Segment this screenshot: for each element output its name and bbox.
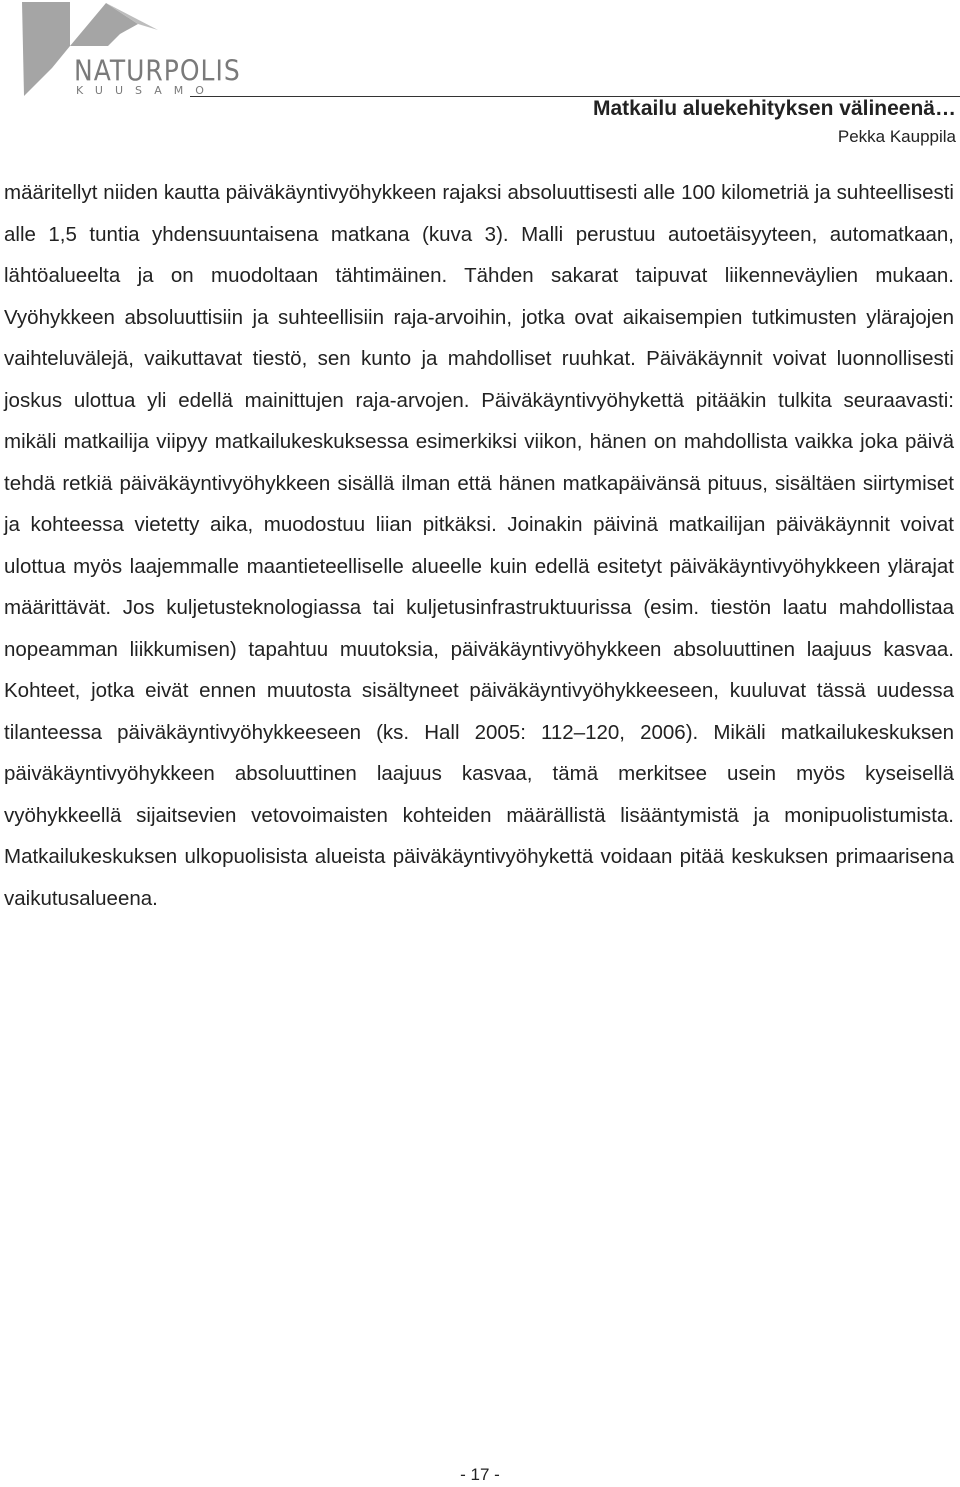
running-header-title: Matkailu aluekehityksen välineenä… <box>593 97 956 120</box>
body-paragraph: määritellyt niiden kautta päiväkäyntivyöhykkeen rajaksi absoluuttisesti alle 100 kilometriä ja suhteellisesti alle 1,5 tuntia yhdensuuntaisena matkana (kuva 3). Malli perustuu autoetäisyyteen, automatkaan, lähtöalueelta ja on muodoltaan tähtimäinen. Tähden sakarat taipuvat liikenneväylien mukaan. Vyöhykkeen absoluuttisiin ja suhteellisiin raja-arvoihin, jotka ovat aikaisempien tutkimusten ylärajojen vaihteluvälejä, vaikuttavat tiestö, sen kunto ja mahdolliset ruuhkat. Päiväkäynnit voivat luonnollisesti joskus ulottua yli edellä mainittujen raja-arvojen. Päiväkäyntivyöhykettä pitääkin tulkita seuraavasti: mikäli matkailija viipyy matkailukeskuksessa esimerkiksi viikon, hänen on mahdollista vaikka joka päivä tehdä retkiä päiväkäyntivyöhykkeen sisällä ilman että hänen matkapäivänsä pituus, sisältäen siirtymiset ja kohteessa vietetty aika, muodostuu liian pitkäksi. Joinakin päivinä matkailijan päiväkäynnit voivat ulottua myös laajemmalle maantieteelliselle alueelle kuin edellä esitetyt päiväkäyntivyöhykkeen ylärajat määrittävät. Jos kuljetusteknologiassa tai kuljetusinfrastruktuurissa (esim. tiestön laatu mahdollistaa nopeamman liikkumisen) tapahtuu muutoksia, päiväkäyntivyöhykkeen absoluuttinen laajuus kasvaa. Kohteet, jotka eivät ennen muutosta sisältyneet päiväkäyntivyöhykkeeseen, kuuluvat tässä uudessa tilanteessa päiväkäyntivyöhykkeeseen (ks. Hall 2005: 112–120, 2006). Mikäli matkailukeskuksen päiväkäyntivyöhykkeen absoluuttinen laajuus kasvaa, tämä merkitsee usein myös kyseisellä vyöhykkeellä sijaitsevien vetovoimaisten kohteiden määrällistä lisääntymistä ja monipuolistumista. Matkailukeskuksen ulkopuolisista alueista päiväkäyntivyöhykettä voidaan pitää keskuksen primaarisena vaikutusalueena. <box>4 181 954 910</box>
logo-subtitle: KUUSAMO <box>76 84 216 97</box>
logo-name: NATURPOLIS <box>74 54 241 88</box>
naturpolis-logo <box>18 0 241 104</box>
page-number: - 17 - <box>460 1465 500 1484</box>
running-header-author: Pekka Kauppila <box>837 127 956 146</box>
